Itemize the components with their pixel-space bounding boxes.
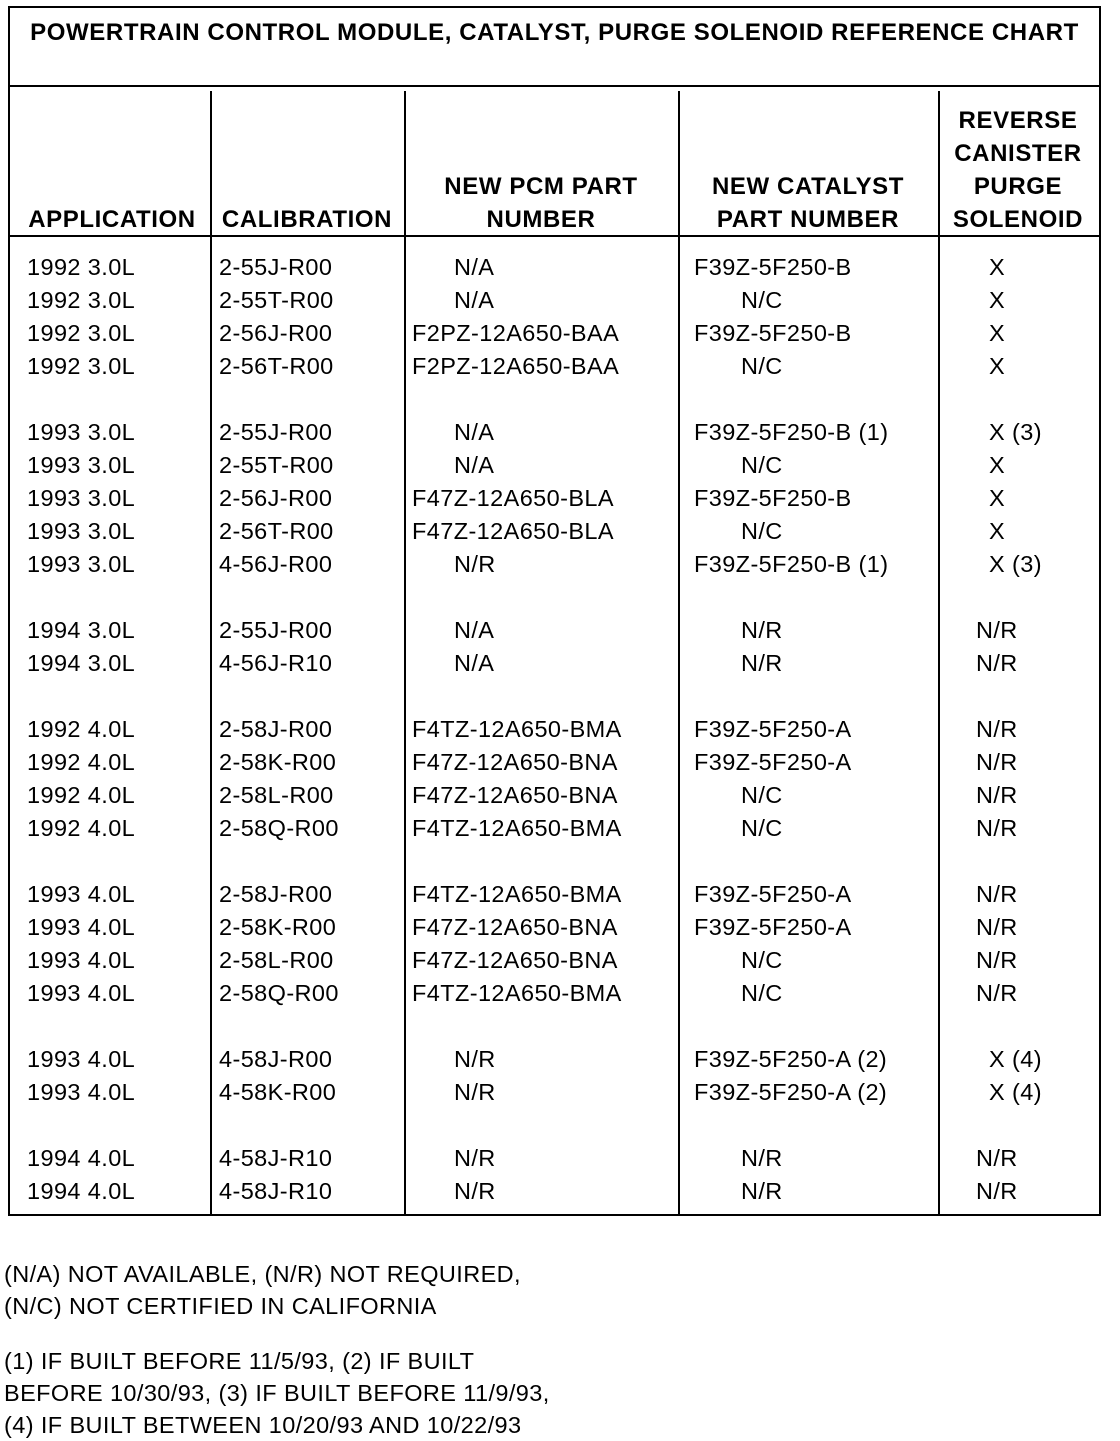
application-cell: 1993 3.0L: [27, 518, 136, 544]
pcm-part-number-cell: F47Z-12A650-BNA: [412, 947, 618, 973]
purge-solenoid-cell: N/R: [976, 716, 1018, 742]
calibration-cell: 2-55J-R00: [219, 419, 333, 445]
catalyst-part-number-cell: F39Z-5F250-A: [694, 881, 852, 907]
table-row: [10, 812, 1099, 845]
calibration-cell: 4-58J-R10: [219, 1178, 333, 1204]
header-pcm-part-number: NEW PCM PART NUMBER: [444, 173, 638, 233]
table-row: [10, 1175, 1099, 1208]
application-cell: 1993 3.0L: [27, 485, 136, 511]
catalyst-part-number-cell: F39Z-5F250-A: [694, 914, 852, 940]
calibration-cell: 4-56J-R00: [219, 551, 333, 577]
calibration-cell: 2-56T-R00: [219, 518, 334, 544]
application-cell: 1994 4.0L: [27, 1145, 136, 1171]
pcm-part-number-cell: N/R: [454, 1046, 496, 1072]
catalyst-part-number-cell: N/R: [741, 1178, 783, 1204]
application-cell: 1992 3.0L: [27, 254, 136, 280]
application-cell: 1992 3.0L: [27, 353, 136, 379]
application-cell: 1992 4.0L: [27, 716, 136, 742]
purge-solenoid-cell: X: [989, 485, 1006, 511]
catalyst-part-number-cell: F39Z-5F250-B (1): [694, 419, 889, 445]
pcm-part-number-cell: F2PZ-12A650-BAA: [412, 320, 620, 346]
purge-solenoid-cell: X (3): [989, 419, 1042, 445]
purge-solenoid-cell: X: [989, 254, 1006, 280]
application-cell: 1994 3.0L: [27, 617, 136, 643]
purge-solenoid-cell: X: [989, 518, 1006, 544]
pcm-part-number-cell: N/A: [454, 452, 495, 478]
reference-chart: [8, 6, 1101, 1216]
purge-solenoid-cell: N/R: [976, 617, 1018, 643]
calibration-cell: 2-55T-R00: [219, 287, 334, 313]
calibration-cell: 2-55T-R00: [219, 452, 334, 478]
table-row: [10, 548, 1099, 581]
catalyst-part-number-cell: N/R: [741, 650, 783, 676]
abbreviation-legend: (N/A) NOT AVAILABLE, (N/R) NOT REQUIRED, (N/C) NOT CERTIFIED IN CALIFORNIA: [4, 1261, 521, 1319]
pcm-part-number-cell: N/R: [454, 1145, 496, 1171]
table-row: [10, 647, 1099, 680]
pcm-part-number-cell: N/A: [454, 287, 495, 313]
table-body: [10, 251, 1099, 1208]
catalyst-part-number-cell: N/C: [741, 518, 783, 544]
calibration-cell: 2-56J-R00: [219, 320, 333, 346]
application-cell: 1993 4.0L: [27, 947, 136, 973]
table-row: [10, 911, 1099, 944]
pcm-part-number-cell: F47Z-12A650-BNA: [412, 782, 618, 808]
catalyst-part-number-cell: N/C: [741, 287, 783, 313]
catalyst-part-number-cell: F39Z-5F250-B: [694, 254, 852, 280]
application-cell: 1993 3.0L: [27, 452, 136, 478]
table-row: [10, 746, 1099, 779]
purge-solenoid-cell: N/R: [976, 947, 1018, 973]
table-row: [10, 944, 1099, 977]
application-cell: 1994 3.0L: [27, 650, 136, 676]
catalyst-part-number-cell: F39Z-5F250-A: [694, 749, 852, 775]
table-row: [10, 284, 1099, 317]
catalyst-part-number-cell: F39Z-5F250-B (1): [694, 551, 889, 577]
purge-solenoid-cell: X: [989, 287, 1006, 313]
table-row: [10, 1043, 1099, 1076]
pcm-part-number-cell: N/A: [454, 419, 495, 445]
purge-solenoid-cell: X: [989, 320, 1006, 346]
pcm-part-number-cell: F47Z-12A650-BNA: [412, 914, 618, 940]
calibration-cell: 2-58L-R00: [219, 782, 334, 808]
catalyst-part-number-cell: N/C: [741, 353, 783, 379]
purge-solenoid-cell: N/R: [976, 1178, 1018, 1204]
application-cell: 1992 3.0L: [27, 320, 136, 346]
application-cell: 1992 4.0L: [27, 749, 136, 775]
calibration-cell: 4-56J-R10: [219, 650, 333, 676]
table-row: [10, 1142, 1099, 1175]
header-application: APPLICATION: [28, 206, 196, 233]
calibration-cell: 2-55J-R00: [219, 254, 333, 280]
purge-solenoid-cell: N/R: [976, 881, 1018, 907]
header-purge-solenoid: REVERSE CANISTER PURGE SOLENOID: [952, 107, 1084, 233]
table-row: [10, 713, 1099, 746]
table-row: [10, 251, 1099, 284]
pcm-part-number-cell: F4TZ-12A650-BMA: [412, 815, 622, 841]
application-cell: 1993 4.0L: [27, 914, 136, 940]
catalyst-part-number-cell: N/C: [741, 947, 783, 973]
calibration-cell: 4-58J-R00: [219, 1046, 333, 1072]
pcm-part-number-cell: N/A: [454, 650, 495, 676]
pcm-part-number-cell: N/R: [454, 1079, 496, 1105]
pcm-part-number-cell: F47Z-12A650-BLA: [412, 485, 614, 511]
catalyst-part-number-cell: N/R: [741, 1145, 783, 1171]
catalyst-part-number-cell: N/R: [741, 617, 783, 643]
purge-solenoid-cell: N/R: [976, 914, 1018, 940]
pcm-part-number-cell: F4TZ-12A650-BMA: [412, 980, 622, 1006]
calibration-cell: 2-58Q-R00: [219, 815, 339, 841]
purge-solenoid-cell: X (3): [989, 551, 1042, 577]
table-row: [10, 482, 1099, 515]
catalyst-part-number-cell: F39Z-5F250-B: [694, 485, 852, 511]
catalyst-part-number-cell: F39Z-5F250-A (2): [694, 1046, 888, 1072]
calibration-cell: 4-58K-R00: [219, 1079, 337, 1105]
catalyst-part-number-cell: N/C: [741, 980, 783, 1006]
table-row: [10, 779, 1099, 812]
application-cell: 1993 4.0L: [27, 980, 136, 1006]
pcm-part-number-cell: F4TZ-12A650-BMA: [412, 716, 622, 742]
calibration-cell: 2-56T-R00: [219, 353, 334, 379]
catalyst-part-number-cell: N/C: [741, 815, 783, 841]
notes: [4, 1258, 550, 1441]
footnotes: (1) IF BUILT BEFORE 11/5/93, (2) IF BUILT BEFORE 10/30/93, (3) IF BUILT BEFORE 11/9/93, (4) IF BUILT BETWEEN 10/20/93 AND 10/22/93: [4, 1348, 550, 1438]
purge-solenoid-cell: X: [989, 353, 1006, 379]
table-row: [10, 317, 1099, 350]
catalyst-part-number-cell: N/C: [741, 452, 783, 478]
pcm-part-number-cell: F47Z-12A650-BLA: [412, 518, 614, 544]
calibration-cell: 2-58J-R00: [219, 881, 333, 907]
table-row: [10, 350, 1099, 383]
header-calibration: CALIBRATION: [221, 206, 393, 233]
pcm-part-number-cell: F47Z-12A650-BNA: [412, 749, 618, 775]
purge-solenoid-cell: X (4): [989, 1079, 1042, 1105]
catalyst-part-number-cell: F39Z-5F250-A (2): [694, 1079, 888, 1105]
calibration-cell: 2-58Q-R00: [219, 980, 339, 1006]
purge-solenoid-cell: N/R: [976, 650, 1018, 676]
purge-solenoid-cell: X (4): [989, 1046, 1042, 1072]
calibration-cell: 4-58J-R10: [219, 1145, 333, 1171]
catalyst-part-number-cell: F39Z-5F250-A: [694, 716, 852, 742]
pcm-part-number-cell: F2PZ-12A650-BAA: [412, 353, 620, 379]
application-cell: 1993 3.0L: [27, 419, 136, 445]
application-cell: 1993 4.0L: [27, 1079, 136, 1105]
table-row: [10, 1076, 1099, 1109]
calibration-cell: 2-58K-R00: [219, 749, 337, 775]
purge-solenoid-cell: N/R: [976, 749, 1018, 775]
table-row: [10, 416, 1099, 449]
application-cell: 1992 3.0L: [27, 287, 136, 313]
calibration-cell: 2-55J-R00: [219, 617, 333, 643]
pcm-part-number-cell: N/R: [454, 551, 496, 577]
purge-solenoid-cell: X: [989, 452, 1006, 478]
title-divider: [10, 85, 1099, 87]
pcm-part-number-cell: N/R: [454, 1178, 496, 1204]
table-row: [10, 515, 1099, 548]
calibration-cell: 2-58L-R00: [219, 947, 334, 973]
purge-solenoid-cell: N/R: [976, 980, 1018, 1006]
table-row: [10, 977, 1099, 1010]
pcm-part-number-cell: F4TZ-12A650-BMA: [412, 881, 622, 907]
application-cell: 1992 4.0L: [27, 782, 136, 808]
purge-solenoid-cell: N/R: [976, 815, 1018, 841]
calibration-cell: 2-56J-R00: [219, 485, 333, 511]
pcm-part-number-cell: N/A: [454, 617, 495, 643]
table-row: [10, 449, 1099, 482]
purge-solenoid-cell: N/R: [976, 1145, 1018, 1171]
purge-solenoid-cell: N/R: [976, 782, 1018, 808]
application-cell: 1993 3.0L: [27, 551, 136, 577]
application-cell: 1992 4.0L: [27, 815, 136, 841]
header-catalyst-part-number: NEW CATALYST PART NUMBER: [711, 173, 905, 233]
application-cell: 1993 4.0L: [27, 1046, 136, 1072]
pcm-part-number-cell: N/A: [454, 254, 495, 280]
table-row: [10, 878, 1099, 911]
table-row: [10, 614, 1099, 647]
catalyst-part-number-cell: N/C: [741, 782, 783, 808]
calibration-cell: 2-58J-R00: [219, 716, 333, 742]
catalyst-part-number-cell: F39Z-5F250-B: [694, 320, 852, 346]
chart-title: POWERTRAIN CONTROL MODULE, CATALYST, PURGE SOLENOID REFERENCE CHART: [30, 19, 1079, 46]
application-cell: 1993 4.0L: [27, 881, 136, 907]
application-cell: 1994 4.0L: [27, 1178, 136, 1204]
calibration-cell: 2-58K-R00: [219, 914, 337, 940]
